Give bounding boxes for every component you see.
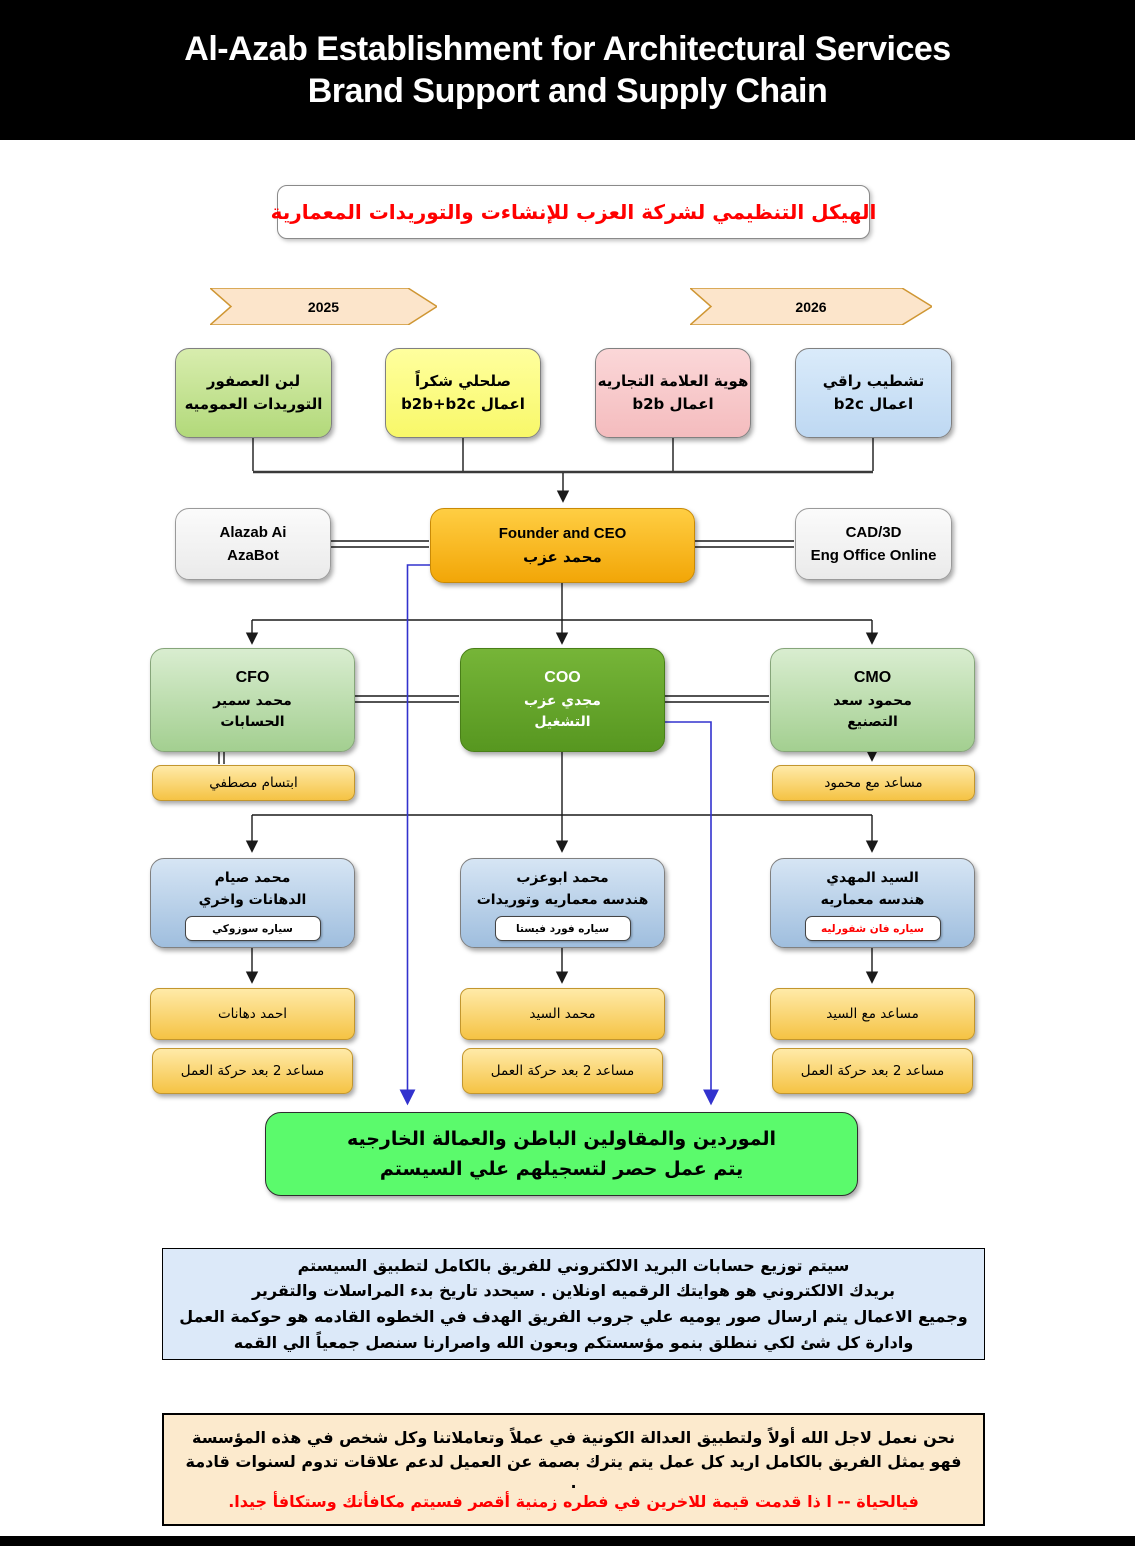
unit-name: تشطيب راقي	[822, 371, 925, 390]
staff-box-helper2-a: مساعد 2 بعد حركة العمل	[152, 1048, 353, 1094]
year-arrow-2025	[210, 288, 437, 325]
year-arrow-2026	[690, 288, 932, 325]
cfo-box	[150, 648, 355, 752]
tool-name: CAD/3D	[845, 523, 902, 541]
unit-sub: التوريدات العموميه	[184, 395, 323, 413]
manager-name: محمد صيام	[214, 870, 291, 887]
assistant-box-mahmoud-helper	[772, 765, 975, 801]
suppliers-line2: يتم عمل حصر لتسجيلهم علي السيستم	[379, 1158, 744, 1180]
note-line4: وادارة كل شئ لكي ننطلق بنمو مؤسستكم وبعون الله واصرارنا سنصل جمعياً الي القمه	[233, 1332, 914, 1352]
assistant-name: ابتسام مصطفي	[209, 775, 298, 791]
staff-box-helper2-b: مساعد 2 بعد حركة العمل	[462, 1048, 663, 1094]
email-policy-note	[162, 1248, 985, 1360]
unit-box-brand-identity	[595, 348, 751, 438]
assistant-name: مساعد مع محمود	[824, 775, 923, 791]
staff-box-elsayed-helper: مساعد مع السيد	[770, 988, 975, 1040]
ceo-title: Founder and CEO	[498, 525, 627, 543]
exec-title: COO	[544, 668, 581, 686]
note-line2: بريدك الالكتروني هو هوايتك الرقميه اونلاين . سيحدد تاريخ بدء المراسلات والتقرير	[251, 1281, 896, 1301]
manager-name: محمد ابوعزب	[516, 870, 609, 887]
header-title-line2: Brand Support and Supply Chain	[307, 72, 828, 110]
manager-box-siam	[150, 858, 355, 948]
unit-sub: اعمال b2c	[833, 395, 914, 413]
header-title-line1: Al-Azab Establishment for Architectural Services	[184, 29, 951, 68]
manager-box-abouazab	[460, 858, 665, 948]
values-black-text: نحن نعمل لاجل الله أولاً ولتطبيق العدالة الكونية في عملاً وتعاملاتنا وكل شخص في هذه المؤسسة فهو يمثل الفريق بالكامل اريد كل عمل يتم يترك بصمة عن العميل لدعم علاقات تدوم لسنوات قادمة	[185, 1427, 962, 1472]
tool-sub: AzaBot	[227, 547, 279, 564]
company-values-note	[162, 1413, 985, 1526]
exec-title: CMO	[853, 668, 892, 686]
ceo-name: محمد عزب	[523, 547, 602, 566]
exec-dept: التشغيل	[534, 714, 591, 731]
cad-office-box	[795, 508, 952, 580]
unit-name: لبن العصفور	[206, 371, 301, 390]
car-label-chevrolet-van: سياره فان شفورليه	[805, 916, 941, 941]
unit-box-public-supplies	[175, 348, 332, 438]
year-label: 2025	[307, 298, 340, 315]
exec-name: محمود سعد	[833, 692, 912, 709]
alazab-ai-box	[175, 508, 331, 580]
exec-name: مجدي عزب	[524, 692, 601, 709]
manager-role: الدهانات واخري	[198, 892, 307, 908]
exec-dept: الحسابات	[220, 714, 285, 731]
car-label-ford-fiesta: سياره فورد فيستا	[495, 916, 631, 941]
assistant-box-ebtisam	[152, 765, 355, 801]
manager-box-elmahdy	[770, 858, 975, 948]
chart-title-text: الهيكل التنظيمي لشركة العزب للإنشاءت والتوريدات المعمارية	[270, 200, 877, 224]
unit-sub: اعمال b2b+b2c	[401, 395, 525, 413]
cmo-box	[770, 648, 975, 752]
exec-title: CFO	[235, 668, 270, 686]
unit-sub: اعمال b2b	[632, 395, 714, 413]
tool-name: Alazab Ai	[219, 523, 287, 541]
staff-box-helper2-c: مساعد 2 بعد حركة العمل	[772, 1048, 973, 1094]
manager-role: هندسه معماريه	[820, 892, 925, 908]
note-line1: سيتم توزيع حسابات البريد الالكتروني للفريق بالكامل لتطبيق السيستم	[297, 1255, 850, 1275]
unit-box-finishing	[795, 348, 952, 438]
unit-name: هوية العلامة التجاريه	[597, 371, 749, 390]
values-red-text: فيالحياة -- ا ذا قدمت قيمة للاخرين في فطره زمنية أقصر فسيتم مكافأتك وستكافأ جيدا.	[228, 1492, 919, 1512]
chart-title-box	[270, 185, 877, 239]
suppliers-line1: الموردين والمقاولين الباطن والعمالة الخارجيه	[346, 1127, 777, 1150]
exec-dept: التصنيع	[847, 714, 898, 731]
manager-role: هندسه معماريه وتوريدات	[476, 892, 649, 908]
tool-sub: Eng Office Online	[810, 547, 937, 564]
unit-box-b2b-b2c	[385, 348, 541, 438]
founder-ceo-box	[430, 508, 695, 583]
values-dot: .	[570, 1473, 577, 1493]
manager-name: السيد المهدي	[826, 870, 919, 887]
staff-box-ahmed: احمد دهانات	[150, 988, 355, 1040]
exec-name: محمد سمير	[213, 692, 292, 709]
car-label-suzuki: سياره سوزوكي	[185, 916, 321, 941]
year-label: 2026	[795, 298, 827, 315]
staff-box-mohamed-elsayed: محمد السيد	[460, 988, 665, 1040]
note-line3: وجميع الاعمال يتم ارسال صور يوميه علي جروب الفريق الهدف في الخطوه القادمه هو حوكمة العمل	[179, 1307, 968, 1326]
coo-box	[460, 648, 665, 752]
unit-name: صلحلي شكراً	[415, 371, 511, 390]
suppliers-contractors-box	[265, 1112, 858, 1196]
